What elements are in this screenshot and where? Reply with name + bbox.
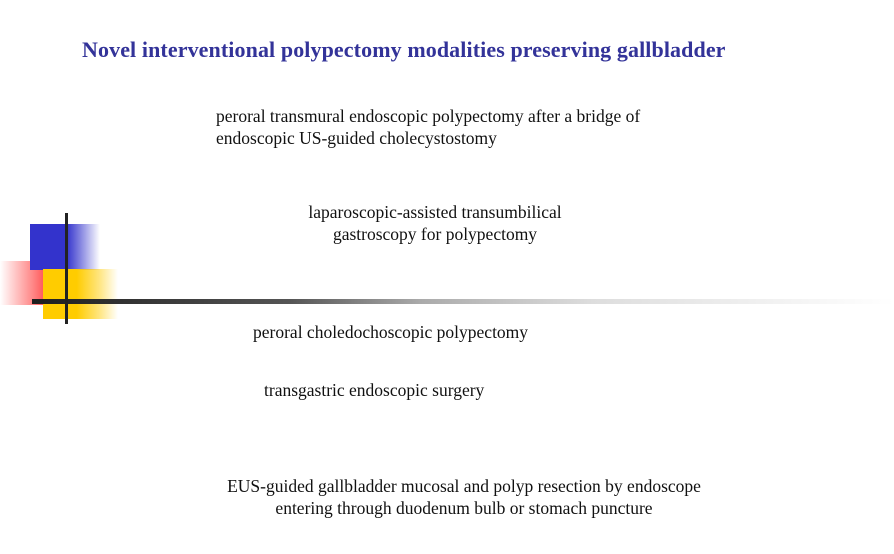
modality-item-4 [264, 379, 484, 401]
modality-item-2-line-1: laparoscopic-assisted transumbilical [308, 202, 562, 222]
modality-item-1 [216, 105, 640, 149]
modality-item-5-line-1: EUS-guided gallbladder mucosal and polyp resection by endoscope [227, 476, 701, 496]
decorative-horizontal-rule [32, 299, 894, 304]
modality-item-4-line-1: transgastric endoscopic surgery [264, 380, 485, 400]
modality-item-1-line-1: peroral transmural endoscopic polypectomy after a bridge of [216, 106, 641, 126]
modality-item-2 [270, 201, 600, 245]
modality-item-5-line-2: entering through duodenum bulb or stomach puncture [275, 498, 653, 518]
slide-title: Novel interventional polypectomy modalities preserving gallbladder [82, 37, 726, 62]
modality-item-5 [164, 475, 764, 519]
decorative-yellow-square [43, 269, 118, 319]
modality-item-3-line-1: peroral choledochoscopic polypectomy [253, 322, 529, 342]
modality-item-2-line-2: gastroscopy for polypectomy [332, 224, 538, 244]
modality-item-1-line-2: endoscopic US-guided cholecystostomy [216, 128, 497, 148]
modality-item-3 [253, 321, 528, 343]
decorative-vertical-rule [65, 213, 68, 324]
